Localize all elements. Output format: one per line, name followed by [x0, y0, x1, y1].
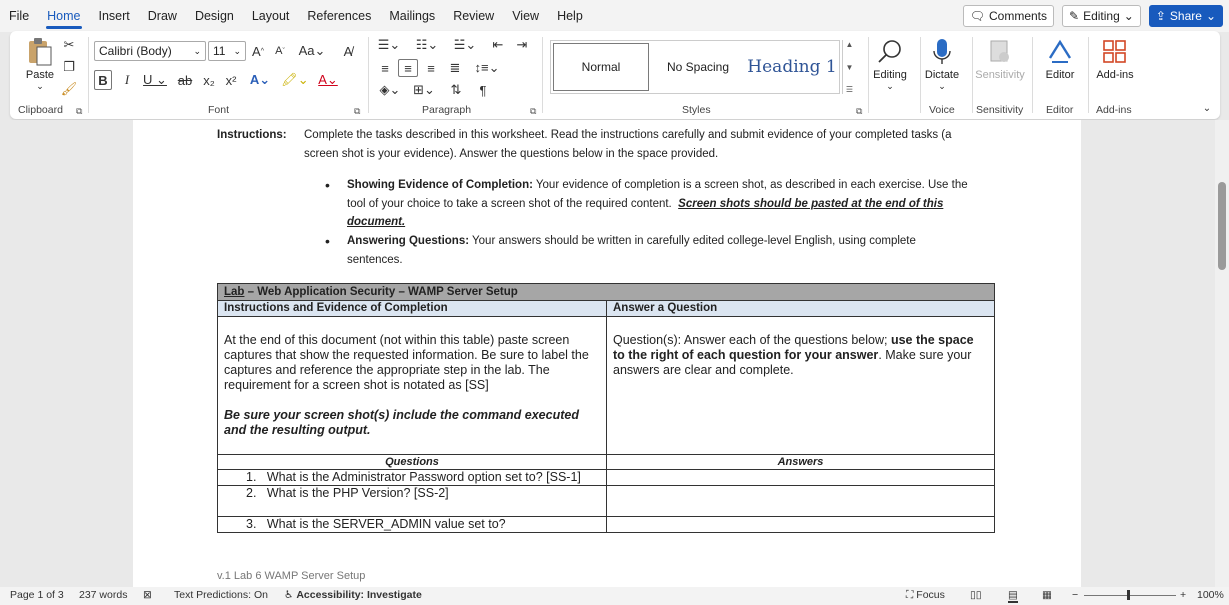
- text-effects-icon[interactable]: A⌄: [249, 72, 271, 87]
- question-number: 3.: [246, 517, 257, 531]
- menu-layout[interactable]: Layout: [251, 9, 290, 23]
- col2-body-pre: Question(s): Answer each of the questions below;: [613, 333, 891, 347]
- col1-body-cell[interactable]: [218, 317, 607, 455]
- subscript-icon[interactable]: x₂: [203, 72, 215, 88]
- share-button[interactable]: [1149, 5, 1223, 27]
- strikethrough-icon[interactable]: ab: [177, 72, 193, 88]
- bullet-2-line-2: sentences.: [347, 254, 403, 266]
- document-page[interactable]: [133, 120, 1081, 587]
- answers-header[interactable]: Answers: [607, 455, 995, 470]
- add-ins-button[interactable]: [1089, 35, 1141, 81]
- table-body-row: [218, 317, 995, 455]
- paste-label: Paste: [25, 69, 55, 81]
- bullet-icon: •: [325, 177, 330, 193]
- table-row: [218, 486, 995, 517]
- table-title-cell[interactable]: [218, 284, 995, 301]
- page-count[interactable]: Page 1 of 3: [10, 589, 64, 601]
- comments-label: Comments: [989, 9, 1048, 23]
- question-text: What is the PHP Version? [SS-2]: [266, 486, 449, 500]
- instructions-line-1: Complete the tasks described in this worksheet. Read the instructions carefully and submit evidence of your completed tasks (a: [304, 129, 952, 141]
- col1-header[interactable]: Instructions and Evidence of Completion: [218, 301, 607, 317]
- chevron-down-icon: ⌄: [938, 81, 946, 91]
- question-number: 2.: [246, 486, 257, 500]
- questions-header[interactable]: Questions: [218, 455, 607, 470]
- question-text: What is the Administrator Password option set to? [SS-1]: [266, 470, 581, 484]
- menu-review[interactable]: Review: [453, 9, 495, 23]
- change-case-icon[interactable]: Aa⌄: [298, 43, 326, 58]
- bullets-icon[interactable]: ☰⌄: [377, 37, 401, 52]
- menu-home[interactable]: Home: [38, 0, 89, 32]
- chevron-down-icon: ⌄: [36, 81, 44, 91]
- table-row: [218, 517, 995, 533]
- editing-button[interactable]: [864, 35, 916, 92]
- search-icon: [873, 35, 907, 69]
- menu-insert[interactable]: Insert: [98, 9, 130, 23]
- styles-gallery-scroll: [842, 40, 856, 94]
- numbering-icon[interactable]: ☷⌄: [415, 37, 439, 52]
- ribbon: [10, 31, 1220, 119]
- menu-view[interactable]: View: [512, 9, 540, 23]
- question-number: 1.: [246, 470, 257, 484]
- microphone-icon: [925, 35, 959, 69]
- document-area: [0, 120, 1229, 587]
- print-layout-icon[interactable]: ▤: [1008, 589, 1018, 601]
- col1-emphasis-text: Be sure your screen shot(s) include the command executed and the resulting output.: [224, 408, 579, 437]
- line-spacing-icon[interactable]: ↕≡⌄: [474, 60, 500, 75]
- menu-design[interactable]: Design: [194, 9, 234, 23]
- divider: [368, 37, 369, 113]
- bullet-2-text-1: Your answers should be written in carefully edited college-level English, using complete: [469, 235, 916, 247]
- share-label: Share: [1169, 9, 1202, 23]
- bullet-1-line-2: [347, 195, 943, 214]
- clipboard-icon: [23, 35, 57, 69]
- bullet-icon: •: [325, 233, 330, 249]
- clear-formatting-icon[interactable]: A̸: [343, 43, 353, 59]
- accessibility-label: Accessibility: Investigate: [296, 589, 422, 601]
- bullet-2-title: Answering Questions:: [347, 235, 470, 247]
- sensitivity-label: Sensitivity: [975, 69, 1025, 81]
- bullet-1-line-3: [347, 213, 405, 232]
- question-text: What is the SERVER_ADMIN value set to?: [266, 517, 506, 531]
- editor-label: Editor: [1045, 69, 1075, 81]
- menu-references[interactable]: References: [307, 9, 372, 23]
- table-title-rest: – Web Application Security – WAMP Server Setup: [244, 286, 518, 298]
- col2-body-post: . Make sure your answers are clear and complete.: [613, 348, 972, 377]
- dictate-button[interactable]: [916, 35, 968, 92]
- font-group-label: Font: [208, 104, 230, 116]
- instructions-label: Instructions:: [217, 129, 287, 141]
- shading-icon[interactable]: ◈⌄: [379, 82, 401, 97]
- add-ins-group-label: Add-ins: [1096, 104, 1132, 116]
- bullet-1-line-1: [347, 176, 968, 195]
- font-size-value: 11: [213, 44, 226, 58]
- clipboard-group-label: Clipboard: [18, 104, 63, 116]
- editor-icon: [1043, 35, 1077, 69]
- read-mode-icon[interactable]: ▯▯: [970, 589, 982, 601]
- menu-help[interactable]: Help: [557, 9, 583, 23]
- format-painter-icon[interactable]: 🖌: [60, 81, 78, 96]
- paragraph-launcher-icon[interactable]: ⧉: [530, 106, 537, 116]
- zoom-in-icon[interactable]: +: [1180, 589, 1187, 601]
- editing-mode-label: Editing: [1083, 9, 1120, 23]
- pencil-icon: ✎: [1069, 9, 1080, 23]
- divider: [88, 37, 89, 113]
- text-predictions[interactable]: Text Predictions: On: [174, 589, 268, 601]
- answer-cell[interactable]: [607, 517, 995, 533]
- col1-body-text: At the end of this document (not within this table) paste screen captures that show the requested information. Be sure to label the captures and reference the appropriate step in the lab. The requirement for a screen shot is notated as [SS]: [224, 333, 589, 392]
- font-size-box[interactable]: [208, 41, 246, 61]
- status-bar: [0, 587, 1229, 605]
- zoom-slider-thumb[interactable]: [1127, 590, 1130, 600]
- menu-bar: [0, 0, 1229, 32]
- editing-label: Editing: [873, 69, 907, 81]
- table-header-row: [218, 301, 995, 317]
- italic-icon[interactable]: I: [124, 72, 130, 87]
- underline-icon[interactable]: U ⌄: [143, 72, 167, 87]
- style-no-spacing[interactable]: No Spacing: [666, 60, 730, 74]
- editing-mode-button[interactable]: [1062, 5, 1141, 27]
- styles-group-label: Styles: [682, 104, 711, 116]
- bullet-1-title: Showing Evidence of Completion:: [347, 179, 533, 191]
- show-marks-icon[interactable]: ¶: [479, 82, 487, 98]
- bullet-1-text-1: Your evidence of completion is a screen shot, as described in each exercise. Use the: [532, 179, 968, 191]
- bullet-1-text-2: tool of your choice to take a screen shot of the required content.: [347, 198, 672, 210]
- borders-icon[interactable]: ⊞⌄: [413, 82, 435, 97]
- answer-cell[interactable]: [607, 470, 995, 486]
- bullet-2-line-1: [347, 232, 916, 251]
- worksheet-table: [217, 283, 995, 533]
- justify-icon[interactable]: ≣: [449, 60, 461, 75]
- sensitivity-button[interactable]: [974, 35, 1026, 81]
- sensitivity-group-label: Sensitivity: [976, 104, 1024, 116]
- table-row: [218, 470, 995, 486]
- scrollbar-thumb[interactable]: [1218, 182, 1226, 270]
- instructions-line-2: screen shot is your evidence). Answer the questions below in the space provided.: [304, 148, 719, 160]
- cut-icon[interactable]: ✂: [63, 37, 75, 52]
- sensitivity-icon: [983, 35, 1017, 69]
- chevron-down-icon: ⌄: [1123, 9, 1134, 23]
- style-heading-1[interactable]: Heading 1: [747, 57, 837, 77]
- collapse-ribbon-icon[interactable]: ⌄: [1202, 102, 1212, 114]
- zoom-out-icon[interactable]: −: [1072, 589, 1079, 601]
- chevron-down-icon: ⌄: [193, 45, 201, 56]
- question-cell[interactable]: [218, 517, 607, 533]
- sort-icon[interactable]: ⇅: [450, 82, 462, 97]
- editor-button[interactable]: [1034, 35, 1086, 81]
- focus-button[interactable]: [906, 589, 945, 602]
- clipboard-launcher-icon[interactable]: ⧉: [76, 106, 83, 116]
- comment-icon: 🗨: [969, 9, 985, 23]
- font-name-value: Calibri (Body): [99, 44, 172, 58]
- share-icon: ⇪: [1155, 9, 1166, 23]
- zoom-level[interactable]: 100%: [1197, 589, 1224, 601]
- paste-button[interactable]: [14, 35, 66, 92]
- vertical-scrollbar[interactable]: [1215, 120, 1229, 587]
- align-right-icon[interactable]: ≡: [427, 60, 435, 76]
- divider: [1032, 37, 1033, 113]
- font-color-icon[interactable]: A⌄: [318, 72, 338, 87]
- word-count[interactable]: 237 words: [79, 589, 128, 601]
- add-ins-label: Add-ins: [1096, 69, 1134, 81]
- grow-font-icon[interactable]: A ^: [252, 43, 264, 59]
- more-styles-icon[interactable]: ☰: [845, 85, 854, 94]
- chevron-down-icon: ⌄: [233, 45, 241, 56]
- multilevel-list-icon[interactable]: ☱⌄: [453, 37, 477, 52]
- comments-button[interactable]: [963, 5, 1054, 27]
- table-title-lab: Lab: [224, 286, 245, 298]
- bullet-1-emphasis-2: document.: [347, 216, 406, 228]
- increase-indent-icon[interactable]: ⇥: [516, 37, 528, 52]
- bullet-1-emphasis-1: Screen shots should be pasted at the end of this: [678, 198, 944, 210]
- bold-icon[interactable]: B: [94, 70, 112, 90]
- paragraph-group-label: Paragraph: [422, 104, 472, 116]
- font-launcher-icon[interactable]: ⧉: [354, 106, 361, 116]
- table-title-row: [218, 284, 995, 301]
- styles-launcher-icon[interactable]: ⧉: [856, 106, 863, 116]
- superscript-icon[interactable]: x²: [225, 72, 237, 88]
- col2-body-bold: use the space to the right of each question for your answer: [613, 333, 974, 362]
- add-ins-icon: [1098, 35, 1132, 69]
- divider: [542, 37, 543, 113]
- highlight-icon[interactable]: 🖍⌄: [281, 72, 309, 87]
- col2-header[interactable]: Answer a Question: [607, 301, 995, 317]
- align-left-icon[interactable]: ≡: [381, 60, 389, 76]
- question-cell[interactable]: [218, 486, 607, 517]
- shrink-font-icon[interactable]: A ˇ: [275, 45, 285, 57]
- accessibility-icon: ♿: [284, 589, 294, 601]
- editor-group-label: Editor: [1046, 104, 1074, 116]
- dictate-label: Dictate: [924, 69, 960, 81]
- answer-cell[interactable]: [607, 486, 995, 517]
- focus-icon: ⛶: [906, 589, 914, 601]
- accessibility-status[interactable]: [284, 589, 422, 601]
- style-normal[interactable]: Normal: [553, 43, 649, 91]
- styles-gallery: [550, 40, 840, 94]
- voice-group-label: Voice: [929, 104, 955, 116]
- divider: [972, 37, 973, 113]
- focus-label: Focus: [916, 589, 945, 601]
- decrease-indent-icon[interactable]: ⇤: [492, 37, 504, 52]
- menu-mailings[interactable]: Mailings: [389, 9, 436, 23]
- menu-draw[interactable]: Draw: [147, 9, 177, 23]
- web-layout-icon[interactable]: ▦: [1042, 589, 1052, 601]
- chevron-down-icon[interactable]: ▼: [845, 62, 854, 72]
- chevron-down-icon: ⌄: [886, 81, 894, 91]
- copy-icon[interactable]: ❐: [63, 59, 75, 74]
- chevron-down-icon: ⌄: [1205, 9, 1216, 23]
- zoom-slider[interactable]: [1084, 595, 1176, 596]
- qa-header-row: [218, 455, 995, 470]
- font-name-box[interactable]: [94, 41, 206, 61]
- proofing-icon[interactable]: ⊠: [143, 589, 152, 601]
- menu-file[interactable]: File: [9, 9, 30, 23]
- col2-body-cell[interactable]: [607, 317, 995, 455]
- page-footer: v.1 Lab 6 WAMP Server Setup: [217, 570, 366, 582]
- align-center-icon[interactable]: ≡: [398, 59, 418, 77]
- question-cell[interactable]: [218, 470, 607, 486]
- chevron-up-icon[interactable]: ▲: [845, 40, 854, 49]
